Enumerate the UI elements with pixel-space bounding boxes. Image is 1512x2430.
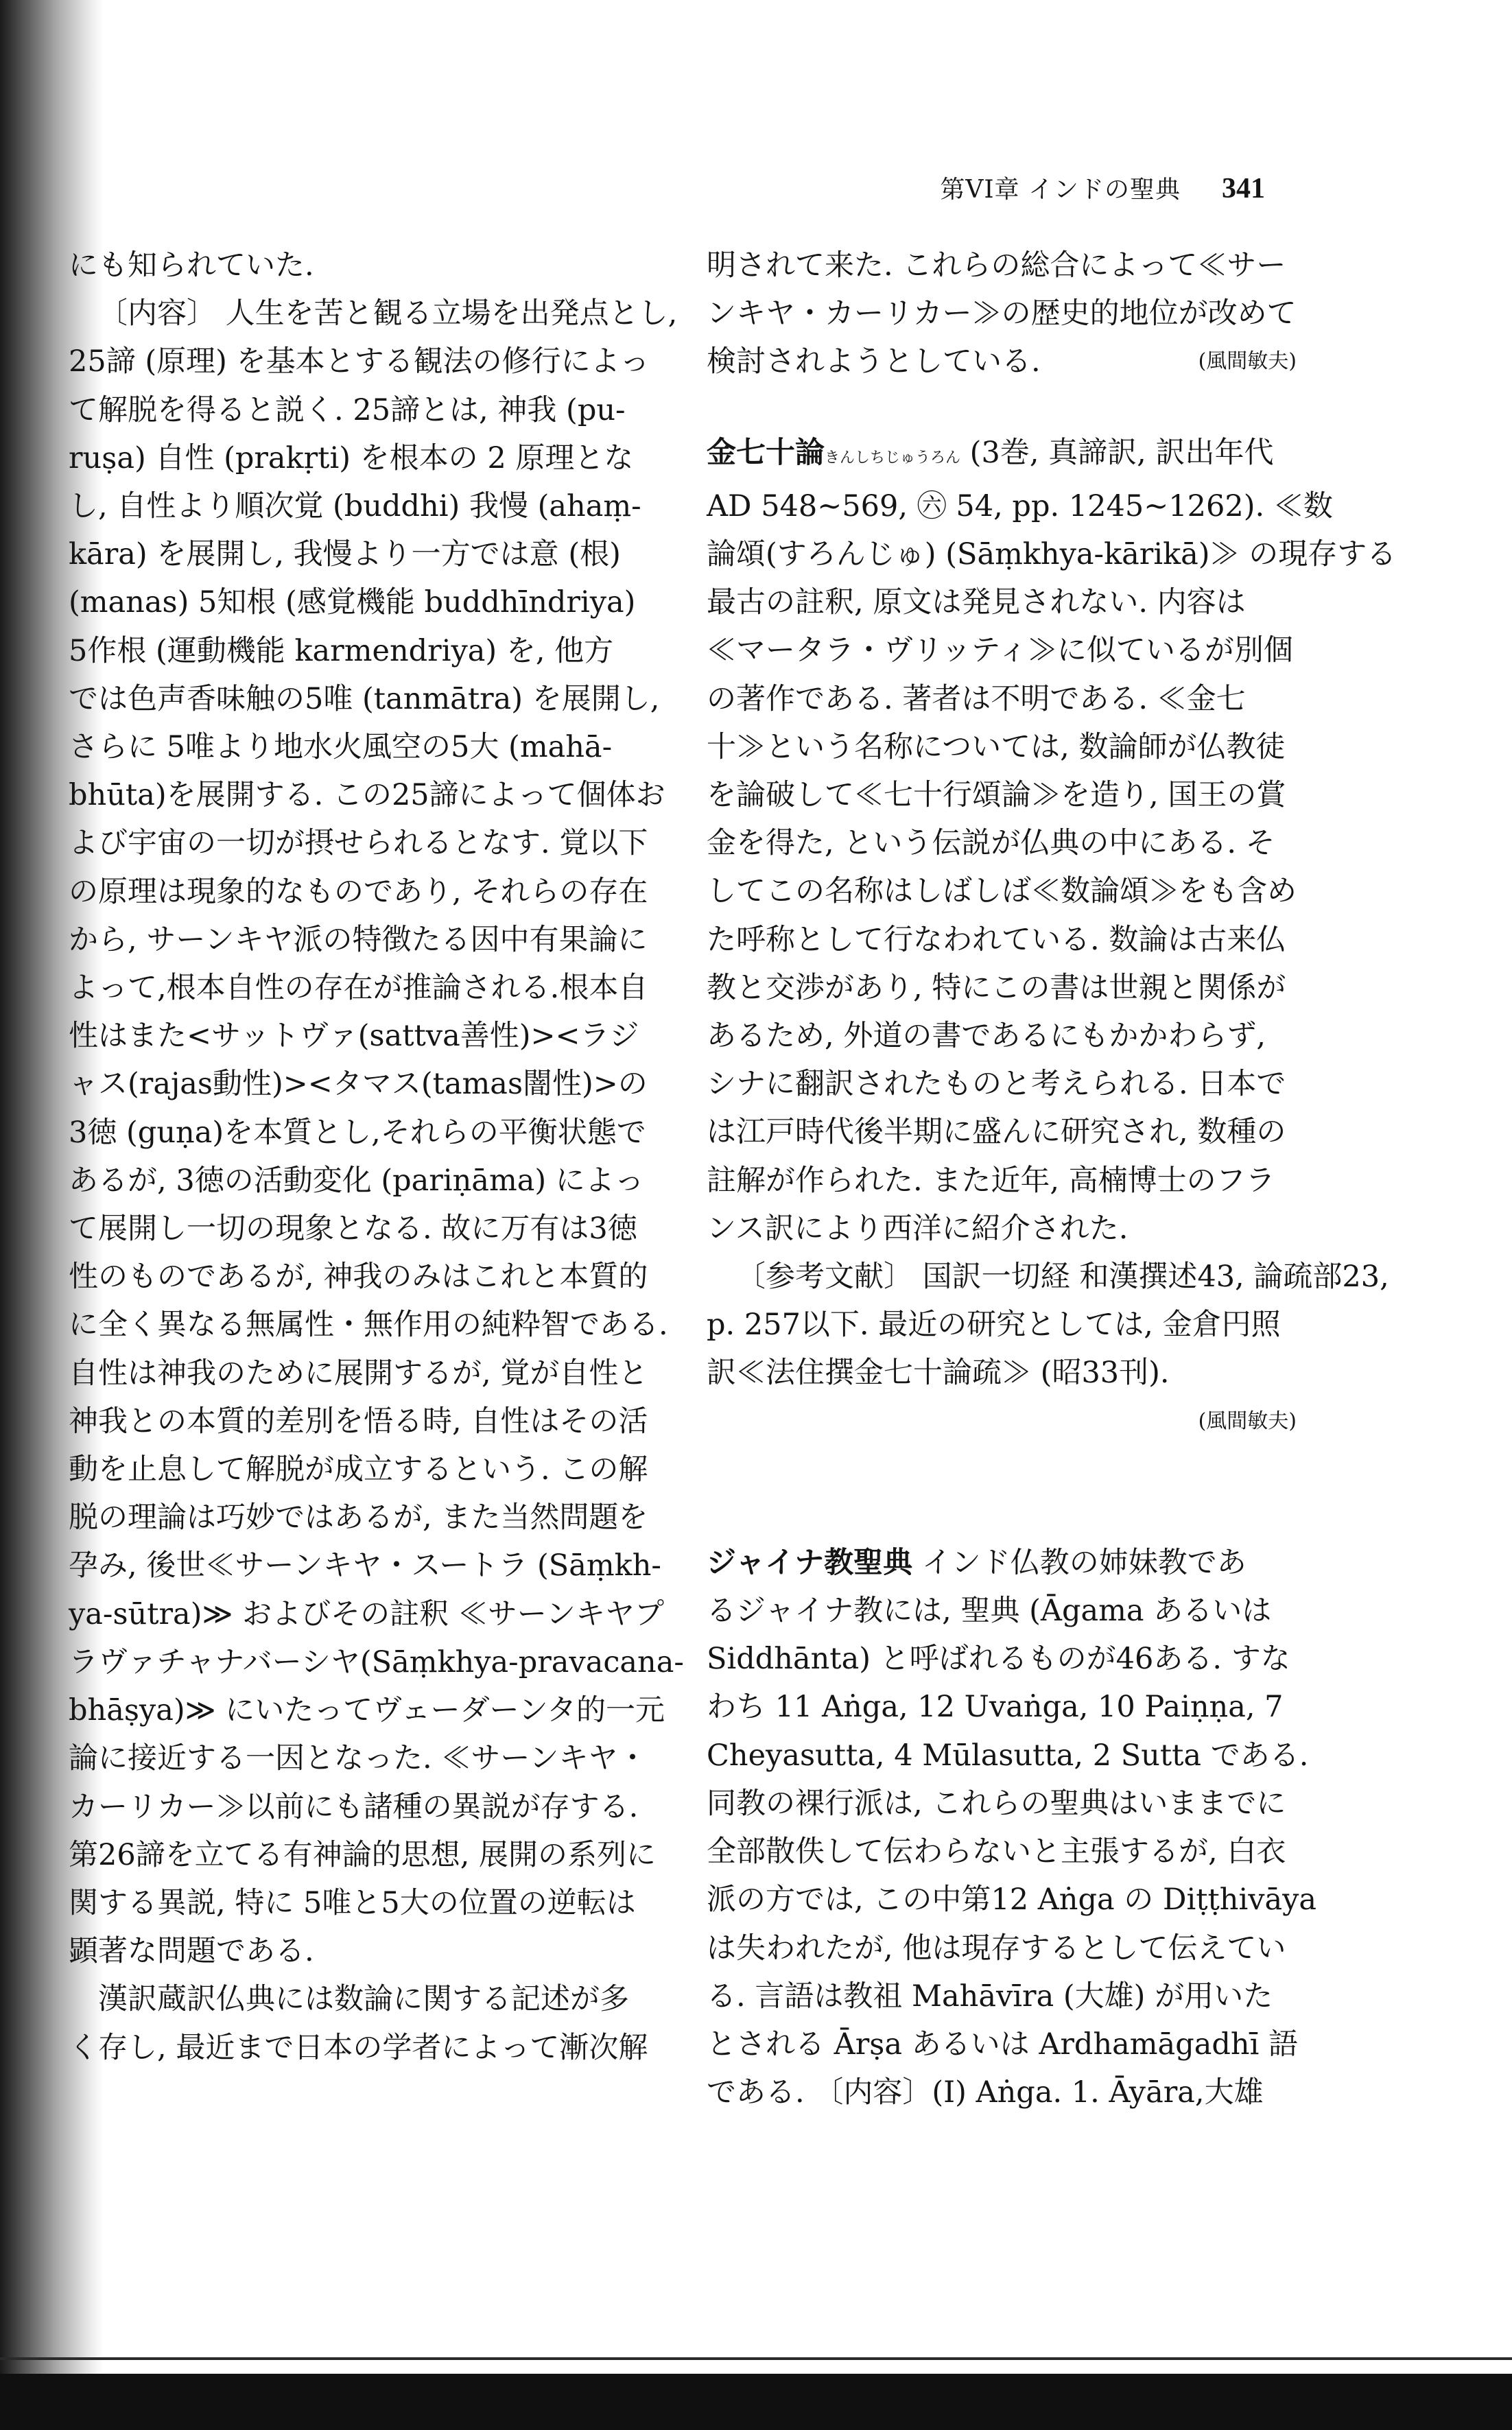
text-line: 性のものであるが, 神我のみはこれと本質的 (69, 1260, 648, 1295)
text-line: 動を止息して解脱が成立するという. この解 (69, 1452, 648, 1487)
text-line: 論に接近する一因となった. ≪サーンキヤ・ (69, 1741, 648, 1776)
text-line: 関する異説, 特に 5唯と5大の位置の逆転は (69, 1885, 636, 1920)
entry-term: ジャイナ教聖典 (707, 1545, 913, 1580)
text-line: では色声香味触の5唯 (tanmātra) を展開し, (69, 681, 660, 716)
continued-entry-last-line: 検討されようとしている. (風間敏夫) (707, 338, 1297, 386)
left-column (69, 241, 684, 2072)
entry-heading-line: 金七十論きんしちじゅうろん (3巻, 真諦訳, 訳出年代 (707, 435, 1274, 470)
text-line: ラヴァチャナバーシヤ(Sāṃkhya-pravacana- (69, 1644, 684, 1679)
text-line: る. 言語は教祖 Mahāvīra (大雄) が用いた (707, 1979, 1273, 2014)
text-line: あるため, 外道の書であるにもかかわらず, (707, 1019, 1266, 1054)
text-line: 脱の理論は巧妙ではあるが, また当然問題を (69, 1500, 648, 1535)
text-line: の著作である. 著者は不明である. ≪金七 (707, 681, 1246, 716)
text-line: ャス(rajas動性)><タマス(tamas闇性)>の (69, 1067, 648, 1102)
author-signature: (風間敏夫) (1198, 349, 1297, 374)
entry-term: 金七十論 (707, 435, 825, 470)
text-line: 顕著な問題である. (69, 1934, 314, 1969)
text-line: 明されて来た. これらの総合によって≪サー (707, 248, 1286, 283)
text-line: し, 自性より順次覚 (buddhi) 我慢 (ahaṃ- (69, 489, 641, 524)
chapter-title: 第VI章 インドの聖典 (940, 176, 1181, 204)
text-line: 3徳 (guṇa)を本質とし,それらの平衡状態で (69, 1115, 646, 1150)
entry-heading-line: ジャイナ教聖典 インド仏教の姉妹教であ (707, 1545, 1247, 1580)
scan-edge-line (0, 2357, 1512, 2360)
text-line: の原理は現象的なものであり, それらの存在 (69, 874, 648, 909)
references (707, 1253, 1389, 1397)
text-line: 漢訳蔵訳仏典には数論に関する記述が多 (98, 1982, 629, 2017)
text-line: してこの名称はしばしば≪数論頌≫をも含め (707, 874, 1297, 909)
text-line: 派の方では, この中第12 Aṅga の Diṭṭhivāya (707, 1883, 1317, 1918)
text-line: は江戸時代後半期に盛んに研究され, 数種の (707, 1115, 1286, 1150)
entry-kin-shichiju-ron (707, 429, 1397, 1446)
text-line: 25諦 (原理) を基本とする観法の修行によっ (69, 344, 650, 379)
text-line: 第26諦を立てる有神論的思想, 展開の系列に (69, 1837, 657, 1872)
text-line: 性はまた<サットヴァ(sattva善性)><ラジ (69, 1019, 639, 1054)
left-column-body (69, 241, 684, 1975)
text-line: 教と交渉があり, 特にこの書は世親と関係が (707, 970, 1286, 1005)
text-line: く存し, 最近まで日本の学者によって漸次解 (69, 2030, 648, 2065)
text-line: 註解が作られた. また近年, 高楠博士のフラ (707, 1163, 1275, 1198)
text-line: を論破して≪七十行頌論≫を造り, 国王の賞 (707, 778, 1286, 813)
text-line: 訳≪法住撰金七十論疏≫ (昭33刊). (707, 1356, 1170, 1391)
text-line: 論頌(すろんじゅ) (Sāṃkhya-kārikā)≫ の現存する (707, 537, 1397, 572)
author-signature: (風間敏夫) (1198, 1408, 1297, 1433)
text-line: ≪マータラ・ヴリッティ≫に似ているが別個 (707, 633, 1293, 668)
text-line: ンス訳により西洋に紹介された. (707, 1211, 1129, 1246)
text-line: である. 〔内容〕(I) Aṅga. 1. Āyāra,大雄 (707, 2075, 1264, 2110)
text-line: 自性は神我のために展開するが, 覚が自性と (69, 1356, 648, 1391)
entry-jaina-canon (707, 1539, 1317, 2116)
text-line: た呼称として行なわれている. 数論は古来仏 (707, 922, 1286, 957)
running-header (940, 170, 1265, 205)
text-line: さらに 5唯より地水火風空の5大 (mahā- (69, 730, 613, 765)
text-line: kāra) を展開し, 我慢より一方では意 (根) (69, 537, 621, 572)
text-line: Cheyasutta, 4 Mūlasutta, 2 Sutta である. (707, 1738, 1309, 1773)
text-line: よって,根本自性の存在が推論される.根本自 (69, 971, 648, 1006)
scan-edge-bar (0, 2374, 1512, 2430)
text-line: シナに翻訳されたものと考えられる. 日本で (707, 1067, 1286, 1102)
entry-ruby: きんしちじゅうろん (825, 449, 961, 467)
right-column (707, 241, 1397, 2116)
entry-body (707, 1587, 1317, 2116)
text-line: (manas) 5知根 (感覚機能 buddhīndriya) (69, 585, 636, 620)
text-line: から, サーンキヤ派の特徴たる因中有果論に (69, 922, 648, 957)
text-line: ruṣa) 自性 (prakṛti) を根本の 2 原理とな (69, 440, 634, 475)
text-line: あるが, 3徳の活動変化 (pariṇāma) によっ (69, 1163, 644, 1198)
text-line: 〔参考文献〕 国訳一切経 和漢撰述43, 論疏部23, (736, 1260, 1389, 1295)
text-line: Siddhānta) と呼ばれるものが46ある. すな (707, 1642, 1290, 1677)
text-line: に全く異なる無属性・無作用の純粋智である. (69, 1308, 668, 1343)
text-line: 金を得た, という伝説が仏典の中にある. そ (707, 826, 1275, 861)
text-line: p. 257以下. 最近の研究としては, 金倉円照 (707, 1308, 1281, 1343)
left-paragraph-2 (69, 1975, 672, 2071)
text-line: 最古の註釈, 原文は発見されない. 内容は (707, 585, 1246, 620)
text-line: bhūta)を展開する. この25諦によって個体お (69, 778, 665, 813)
page-number: 341 (1222, 173, 1265, 204)
text-line: ンキヤ・カーリカー≫の歴史的地位が改めて (707, 296, 1297, 331)
text-line: とされる Ārṣa あるいは Ardhamāgadhī 語 (707, 2027, 1298, 2062)
text-line: 全部散佚して伝わらないと主張するが, 白衣 (707, 1835, 1286, 1869)
text-line: AD 548~569, ㊅ 54, pp. 1245~1262). ≪数 (707, 488, 1333, 523)
text-line: にも知られていた. (69, 248, 314, 283)
text-line: 十≫という名称については, 数論師が仏教徒 (707, 729, 1286, 764)
text-line: 5作根 (運動機能 karmendriya) を, 他方 (69, 633, 614, 668)
text-line: ya-sūtra)≫ およびその註釈 ≪サーンキヤプ (69, 1596, 664, 1631)
continued-entry-text (707, 241, 1297, 338)
text-line: わち 11 Aṅga, 12 Uvaṅga, 10 Paiṇṇa, 7 (707, 1690, 1284, 1725)
text-line: よび宇宙の一切が摂せられるとなす. 覚以下 (69, 826, 648, 861)
text-line: て解脱を得ると説く. 25諦とは, 神我 (pu- (69, 392, 626, 427)
text-line: て展開し一切の現象となる. 故に万有は3徳 (69, 1212, 637, 1247)
text-line: 〔内容〕 人生を苦と観る立場を出発点とし, (98, 296, 678, 331)
text-line: は失われたが, 他は現存するとして伝えてい (707, 1931, 1286, 1966)
entry-body (707, 482, 1397, 1253)
text-line: るジャイナ教には, 聖典 (Āgama あるいは (707, 1594, 1272, 1629)
text-line: bhāṣya)≫ にいたってヴェーダーンタ的一元 (69, 1693, 665, 1728)
text-line: カーリカー≫以前にも諸種の異説が存する. (69, 1789, 639, 1824)
text-line: 孕み, 後世≪サーンキヤ・スートラ (Sāṃkh- (69, 1548, 661, 1583)
text-line: 神我との本質的差別を悟る時, 自性はその活 (69, 1404, 648, 1439)
text-line: 同教の裸行派は, これらの聖典はいままでに (707, 1786, 1286, 1821)
